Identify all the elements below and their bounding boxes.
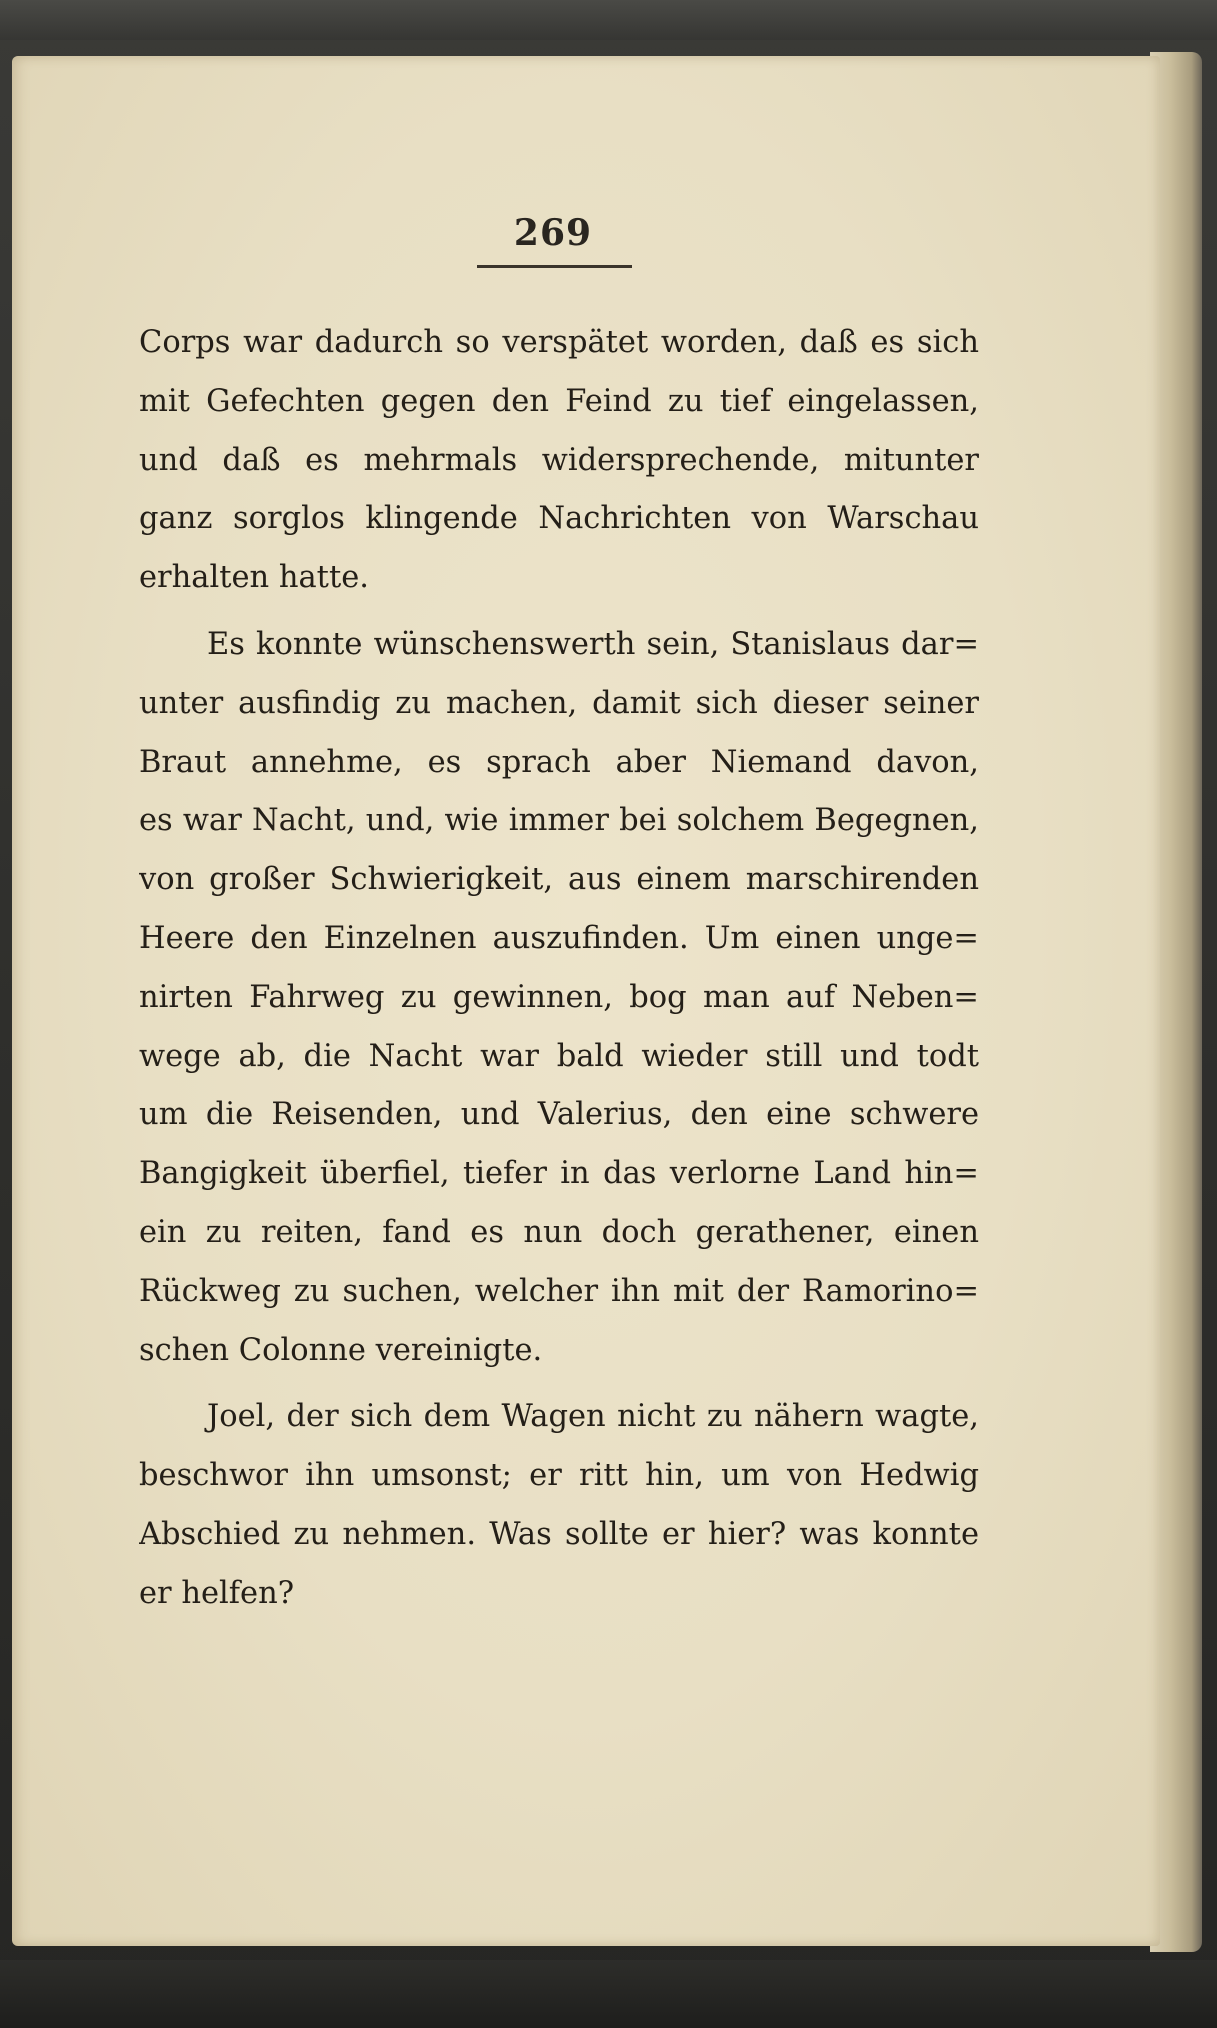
text-line: und daß es mehrmals widersprechende, mitunter [139, 442, 979, 478]
text-line: Joel, der sich dem Wagen nicht zu nähern wagte, [207, 1399, 979, 1435]
text-line: um die Reisenden, und Valerius, den eine schwere [139, 1097, 979, 1133]
text-line: Corps war dadurch so verspätet worden, daß es sich [139, 325, 979, 360]
text-line: nirten Fahrweg zu gewinnen, bog man auf Neben= [139, 979, 979, 1015]
text-line: ganz sorglos klingende Nachrichten von Warschau [139, 501, 979, 537]
text-line: erhalten hatte. [139, 560, 369, 596]
text-line: unter ausfindig zu machen, damit sich dieser seiner [139, 685, 979, 721]
book-cover-top-edge [0, 0, 1217, 40]
text-line: ein zu reiten, fand es nun doch gerathener, einen [139, 1214, 979, 1250]
text-line: Es konnte wünschenswerth sein, Stanislaus dar= [207, 626, 979, 662]
text-line: Rückweg zu suchen, welcher ihn mit der Ramorino= [139, 1273, 979, 1309]
text-line: mit Gefechten gegen den Feind zu tief eingelassen, [139, 383, 979, 419]
text-line: Bangigkeit überfiel, tiefer in das verlorne Land hin= [139, 1156, 979, 1192]
text-line: Braut annehme, es sprach aber Niemand davon, [139, 744, 979, 780]
page-number-rule [477, 265, 632, 268]
page-number: 269 [513, 212, 593, 254]
page-text [139, 314, 979, 1624]
text-line: er helfen? [139, 1575, 295, 1611]
text-line: von großer Schwierigkeit, aus einem marschirenden [139, 862, 979, 898]
text-line: schen Colonne vereinigte. [139, 1332, 543, 1368]
text-line: es war Nacht, und, wie immer bei solchem Begegnen, [139, 803, 979, 839]
text-line: Heere den Einzelnen auszufinden. Um einen unge= [139, 920, 979, 956]
text-line: beschwor ihn umsonst; er ritt hin, um von Hedwig [139, 1458, 979, 1494]
book-cover-bottom-edge [0, 1960, 1217, 2028]
text-line: Abschied zu nehmen. Was sollte er hier? was konnte [139, 1516, 979, 1552]
text-line: wege ab, die Nacht war bald wieder still und todt [139, 1038, 979, 1074]
